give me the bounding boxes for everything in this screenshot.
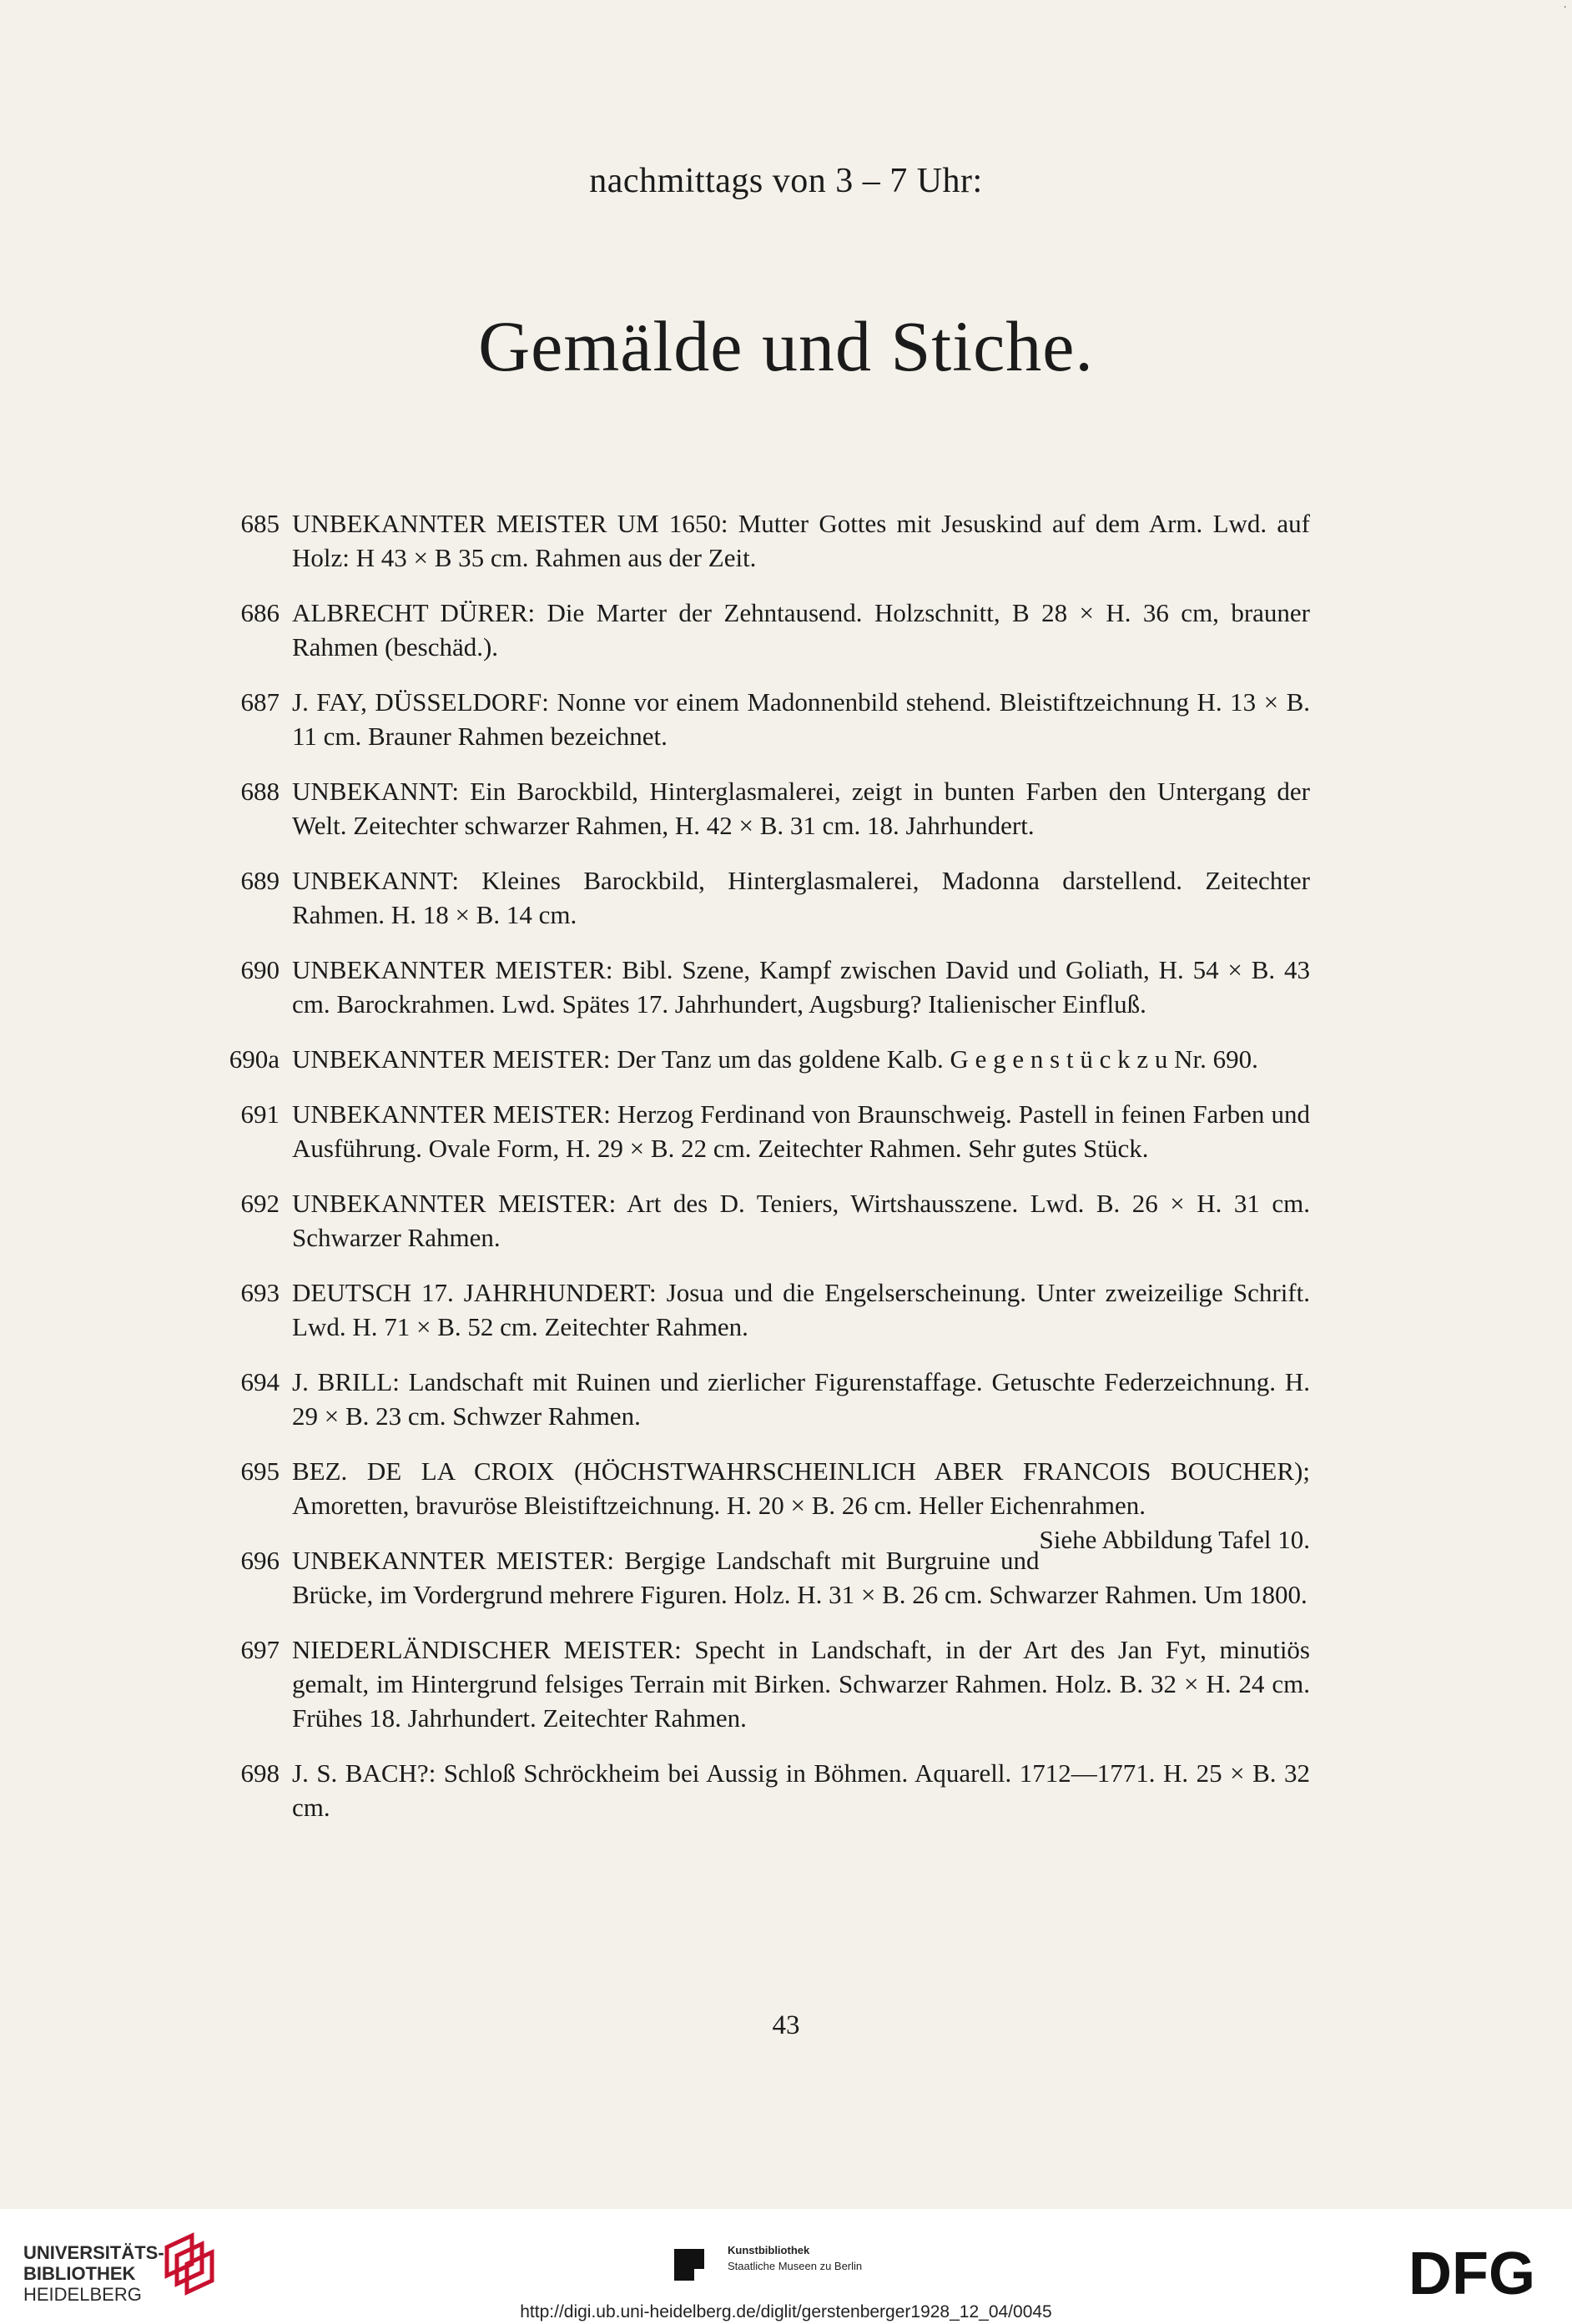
kunstbibliothek-text[interactable] (728, 2242, 862, 2274)
entry-number: 697 (240, 1635, 280, 1664)
entry-number: 692 (240, 1189, 280, 1218)
entry-number: 685 (240, 509, 280, 538)
entry-text: UNBEKANNTER MEISTER UM 1650: Mutter Gottes mit Jesuskind auf dem Arm. Lwd. auf Holz: H 43 × B 35 cm. Rahmen aus der Zeit. (292, 509, 1310, 572)
plate-reference: Siehe Abbildung Tafel 10. (1039, 1525, 1310, 1554)
entry-text: UNBEKANNTER MEISTER: Herzog Ferdinand von Braunschweig. Pastell in feinen Farben und Ausführung. Ovale Form, H. 29 × B. 22 cm. Zeitechter Rahmen. Sehr gutes Stück. (292, 1099, 1310, 1163)
page-title: Gemälde und Stiche. (478, 306, 1094, 386)
catalog-entry (209, 506, 1310, 575)
entry-number: 695 (240, 1456, 280, 1486)
university-line: HEIDELBERG (23, 2284, 142, 2305)
catalog-entry (209, 1186, 1310, 1255)
entry-number: 696 (240, 1546, 280, 1575)
heidelberg-logo-icon[interactable] (159, 2231, 224, 2301)
entry-text: UNBEKANNTER MEISTER: Art des D. Teniers, Wirtshausszene. Lwd. B. 26 × H. 31 cm. Schwarzer Rahmen. (292, 1189, 1310, 1252)
entry-text: UNBEKANNTER MEISTER: Bergige Landschaft mit Burgruine und Brücke, im Vordergrund mehrere Figuren. Holz. H. 31 × B. 26 cm. Schwarzer Rahmen. Um 1800. (292, 1546, 1307, 1609)
dfg-logo-text: DFG (1408, 2244, 1535, 2301)
catalog-entry (209, 1042, 1310, 1076)
entry-number: 693 (240, 1278, 280, 1307)
entry-text: ALBRECHT DÜRER: Die Marter der Zehntausend. Holzschnitt, B 28 × H. 36 cm, brauner Rahmen (beschäd.). (292, 598, 1310, 661)
catalog-entry (209, 1454, 1310, 1554)
university-line: UNIVERSITÄTS- (23, 2242, 164, 2263)
kunstbibliothek-logo-icon[interactable] (671, 2244, 714, 2286)
entry-text: J. FAY, DÜSSELDORF: Nonne vor einem Madonnenbild stehend. Bleistiftzeichnung H. 13 × B. 11 cm. Brauner Rahmen bezeichnet. (292, 687, 1310, 751)
entry-text: J. S. BACH?: Schloß Schröckheim bei Aussig in Böhmen. Aquarell. 1712—1771. H. 25 × B. 32 cm. (292, 1758, 1310, 1822)
kb-subtitle: Staatliche Museen zu Berlin (728, 2260, 863, 2272)
source-url-link[interactable]: http://digi.ub.uni-heidelberg.de/diglit/gerstenberger1928_12_04/0045 (520, 2302, 1052, 2321)
entry-text: UNBEKANNT: Kleines Barockbild, Hinterglasmalerei, Madonna darstellend. Zeitechter Rahmen. H. 18 × B. 14 cm. (292, 866, 1310, 929)
university-line: BIBLIOTHEK (23, 2263, 136, 2284)
footer-bar (0, 2209, 1572, 2324)
catalog-entry (209, 863, 1310, 932)
university-library-name[interactable] (23, 2242, 164, 2305)
entry-text-body: BEZ. DE LA CROIX (HÖCHSTWAHRSCHEINLICH ABER FRANCOIS BOUCHER); Amoretten, bravuröse Bleistiftzeichnung. H. 20 × B. 26 cm. Heller Eichenrahmen. (292, 1456, 1310, 1520)
page-header: nachmittags von 3 – 7 Uhr: (589, 162, 983, 200)
catalog-entry (209, 596, 1310, 664)
catalog-entry (209, 1632, 1310, 1735)
entry-number: 690a (229, 1044, 280, 1074)
entry-number: 691 (240, 1099, 280, 1129)
corner-mark: · (1563, 2, 1567, 14)
entry-text: UNBEKANNTER MEISTER: Der Tanz um das goldene Kalb. G e g e n s t ü c k z u Nr. 690. (292, 1044, 1258, 1074)
entry-text (292, 1454, 1310, 1554)
entry-number: 688 (240, 777, 280, 806)
entry-number: 698 (240, 1758, 280, 1788)
catalog-entry (209, 1275, 1310, 1344)
kb-name: Kunstbibliothek (728, 2244, 810, 2256)
catalog-entry (209, 1543, 1310, 1612)
catalog-entry (209, 685, 1310, 753)
entry-number: 690 (240, 955, 280, 984)
catalog-entry (209, 1756, 1310, 1824)
catalog-entries (209, 506, 1310, 1845)
entry-number: 687 (240, 687, 280, 717)
entry-text: UNBEKANNT: Ein Barockbild, Hinterglasmalerei, zeigt in bunten Farben den Untergang der Welt. Zeitechter schwarzer Rahmen, H. 42 × B. 31 cm. 18. Jahrhundert. (292, 777, 1310, 840)
catalog-entry (209, 774, 1310, 843)
catalog-entry (209, 953, 1310, 1021)
page-number: 43 (772, 2010, 800, 2040)
entry-number: 689 (240, 866, 280, 895)
entry-number: 694 (240, 1367, 280, 1396)
entry-text: NIEDERLÄNDISCHER MEISTER: Specht in Landschaft, in der Art des Jan Fyt, minutiös gemalt, im Hintergrund felsiges Terrain mit Birken. Schwarzer Rahmen. Holz. B. 32 × H. 24 cm. Frühes 18. Jahrhundert. Zeitechter Rahmen. (292, 1635, 1310, 1733)
entry-text: J. BRILL: Landschaft mit Ruinen und zierlicher Figurenstaffage. Getuschte Federzeichnung. H. 29 × B. 23 cm. Schwzer Rahmen. (292, 1367, 1310, 1431)
catalog-entry (209, 1097, 1310, 1165)
entry-text: UNBEKANNTER MEISTER: Bibl. Szene, Kampf zwischen David und Goliath, H. 54 × B. 43 cm. Barockrahmen. Lwd. Spätes 17. Jahrhundert, Augsburg? Italienischer Einfluß. (292, 955, 1310, 1019)
entry-text: DEUTSCH 17. JAHRHUNDERT: Josua und die Engelserscheinung. Unter zweizeilige Schrift. Lwd. H. 71 × B. 52 cm. Zeitechter Rahmen. (292, 1278, 1310, 1341)
catalog-entry (209, 1365, 1310, 1433)
dfg-logo-icon[interactable] (1395, 2244, 1549, 2301)
entry-number: 686 (240, 598, 280, 627)
